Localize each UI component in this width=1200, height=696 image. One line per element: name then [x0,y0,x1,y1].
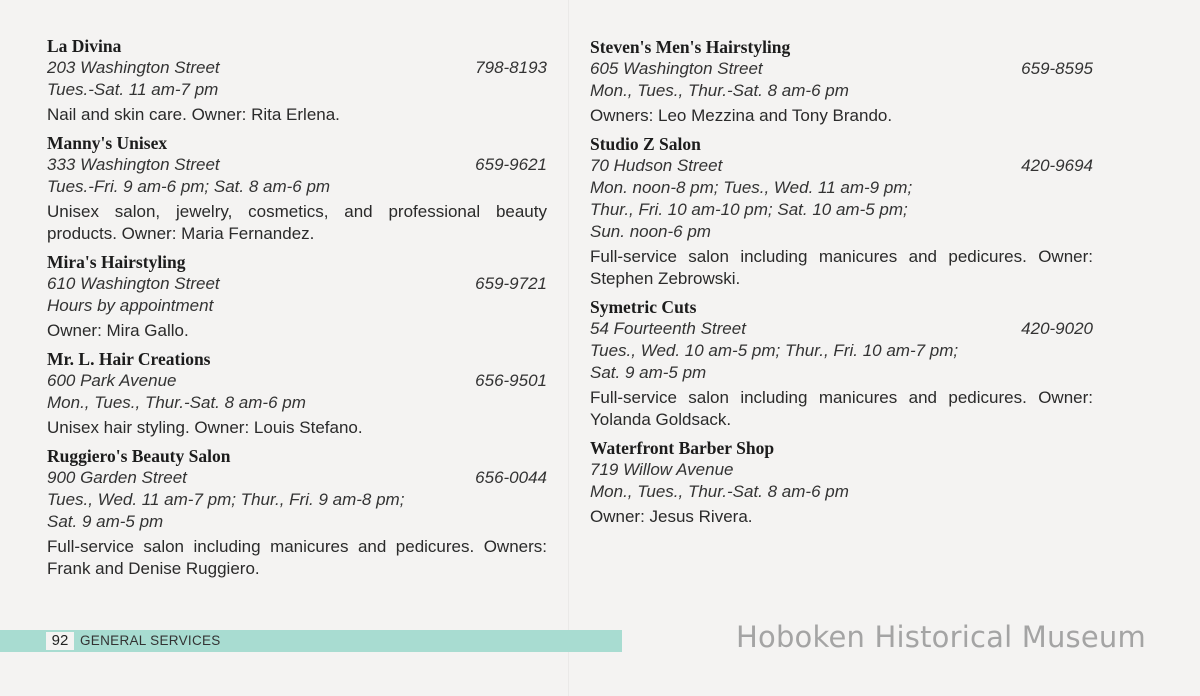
listing-hours: Tues., Wed. 11 am-7 pm; Thur., Fri. 9 am-8 pm; [47,490,405,509]
listing-address: 333 Washington Street [47,155,220,174]
listing-hours: Sat. 9 am-5 pm [590,363,707,382]
listing-name: Waterfront Barber Shop [590,438,775,458]
listing-phone: 656-0044 [475,468,547,487]
listing-mannys-unisex [47,133,547,245]
listing-name: Ruggiero's Beauty Salon [47,446,231,466]
listing-name: Mr. L. Hair Creations [47,349,211,369]
listing-name: Steven's Men's Hairstyling [590,37,791,57]
page-number: 92 [46,632,74,650]
listing-address: 900 Garden Street [47,468,187,487]
address-row [47,273,547,295]
right-column [590,36,1093,528]
address-row [47,467,547,489]
listing-phone: 659-9621 [475,155,547,174]
listing-description: Unisex hair styling. Owner: Louis Stefano. [47,418,363,437]
listing-phone: 659-8595 [1021,59,1093,78]
listing-hours: Tues., Wed. 10 am-5 pm; Thur., Fri. 10 am-7 pm; [590,341,959,360]
listing-hours: Tues.-Sat. 11 am-7 pm [47,80,219,99]
address-row [590,459,1093,481]
listing-hours: Sat. 9 am-5 pm [47,512,164,531]
listing-waterfront-barber-shop [590,438,1093,528]
listing-hours: Tues.-Fri. 9 am-6 pm; Sat. 8 am-6 pm [47,177,331,196]
listing-stevens-mens-hairstyling [590,37,1093,127]
address-row [47,154,547,176]
listing-hours: Sun. noon-6 pm [590,222,711,241]
listing-address: 600 Park Avenue [47,371,177,390]
section-label: GENERAL SERVICES [80,633,221,648]
listing-name: Studio Z Salon [590,134,701,154]
listing-hours: Mon., Tues., Thur.-Sat. 8 am-6 pm [590,482,849,501]
listing-description: Full-service salon including manicures and pedicures. Owner: Stephen Zebrowski. [590,247,1093,288]
listing-phone: 659-9721 [475,274,547,293]
address-row [590,58,1093,80]
address-row [590,318,1093,340]
listing-symetric-cuts [590,297,1093,431]
listing-address: 610 Washington Street [47,274,220,293]
listing-phone: 798-8193 [475,58,547,77]
left-column [47,36,547,580]
listing-address: 203 Washington Street [47,58,220,77]
listing-description: Owners: Leo Mezzina and Tony Brando. [590,106,893,125]
listing-hours: Thur., Fri. 10 am-10 pm; Sat. 10 am-5 pm; [590,200,908,219]
page-fold [568,0,569,696]
museum-watermark: Hoboken Historical Museum [736,620,1146,654]
address-row [590,155,1093,177]
listing-name: Symetric Cuts [590,297,697,317]
listing-description: Unisex salon, jewelry, cosmetics, and professional beauty products. Owner: Maria Fernandez. [47,202,547,243]
listing-address: 54 Fourteenth Street [590,319,746,338]
listing-description: Full-service salon including manicures and pedicures. Owners: Frank and Denise Ruggiero. [47,537,547,578]
address-row [47,370,547,392]
listing-description: Owner: Jesus Rivera. [590,507,753,526]
listing-miras-hairstyling [47,252,547,342]
listing-name: La Divina [47,36,122,56]
listing-name: Mira's Hairstyling [47,252,186,272]
listing-hours: Mon. noon-8 pm; Tues., Wed. 11 am-9 pm; [590,178,913,197]
listing-studio-z-salon [590,134,1093,290]
listing-address: 605 Washington Street [590,59,763,78]
listing-address: 719 Willow Avenue [590,460,734,479]
listing-phone: 420-9020 [1021,319,1093,338]
listing-description: Nail and skin care. Owner: Rita Erlena. [47,105,340,124]
listing-description: Owner: Mira Gallo. [47,321,189,340]
listing-mr-l-hair-creations [47,349,547,439]
listing-hours: Mon., Tues., Thur.-Sat. 8 am-6 pm [47,393,306,412]
listing-description: Full-service salon including manicures and pedicures. Owner: Yolanda Goldsack. [590,388,1093,429]
listing-name: Manny's Unisex [47,133,168,153]
listing-hours: Hours by appointment [47,296,214,315]
listing-phone: 656-9501 [475,371,547,390]
listing-hours: Mon., Tues., Thur.-Sat. 8 am-6 pm [590,81,849,100]
listing-address: 70 Hudson Street [590,156,723,175]
listing-ruggieros-beauty-salon [47,446,547,580]
listing-phone: 420-9694 [1021,156,1093,175]
address-row [47,57,547,79]
listing-la-divina [47,36,547,126]
